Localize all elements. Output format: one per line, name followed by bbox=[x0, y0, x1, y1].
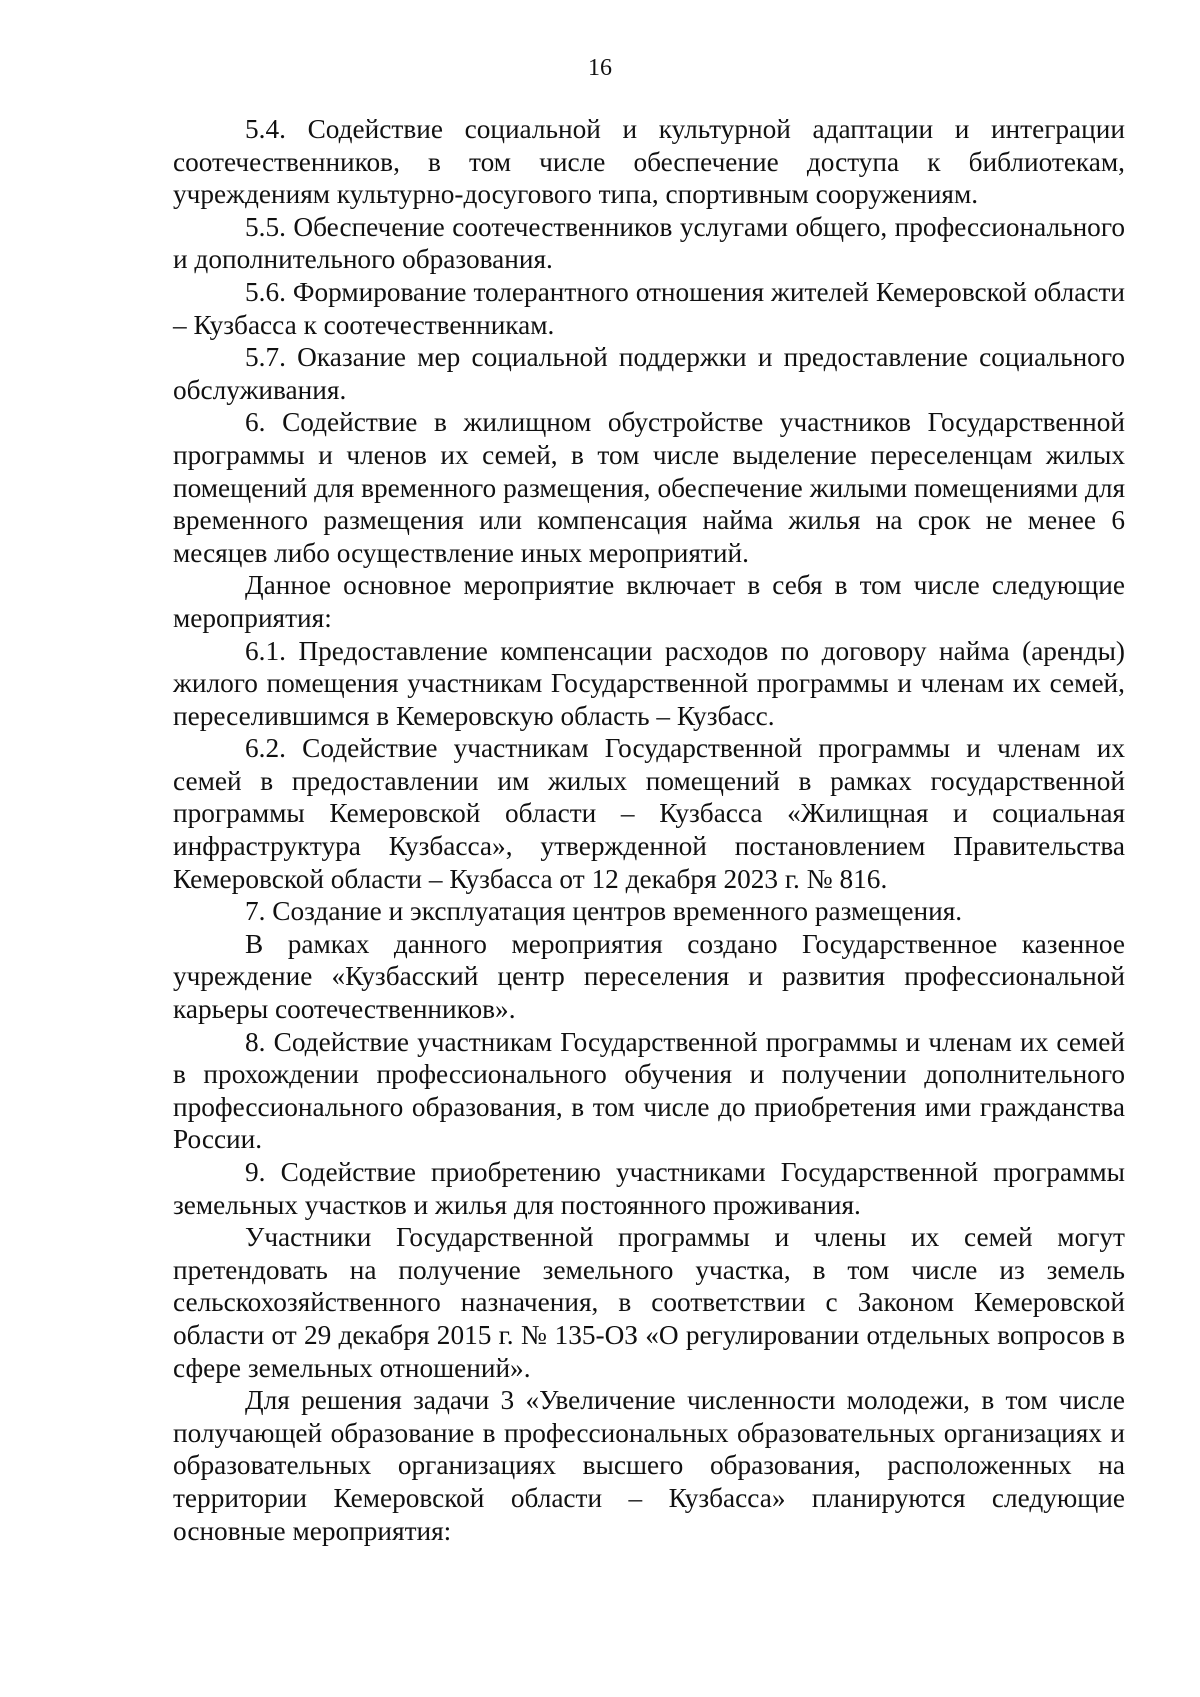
paragraph-6-1: 6.1. Предоставление компенсации расходов по договору найма (аренды) жилого помещения участникам Государственной программы и членам их семей, переселившимся в Кемеровскую область – Кузбасс. bbox=[173, 635, 1125, 731]
paragraph-6-intro: Данное основное мероприятие включает в себя в том числе следующие мероприятия: bbox=[173, 570, 1125, 633]
paragraph-8: 8. Содействие участникам Государственной программы и членам их семей в прохождении профессионального обучения и получении дополнительного профессионального образования, в том числе до приобретения ими гражданства России. bbox=[173, 1026, 1125, 1155]
document-body bbox=[173, 113, 1125, 1547]
page-number: 16 bbox=[588, 55, 612, 81]
paragraph-9: 9. Содействие приобретению участниками Государственной программы земельных участков и жилья для постоянного проживания. bbox=[173, 1157, 1125, 1220]
paragraph-task-3: Для решения задачи 3 «Увеличение численности молодежи, в том числе получающей образование в профессиональных образовательных организациях и образовательных организациях высшего образования, расположенных на территории Кемеровской области – Кузбасса» планируются следующие основные мероприятия: bbox=[173, 1385, 1125, 1546]
paragraph-6: 6. Содействие в жилищном обустройстве участников Государственной программы и членов их семей, в том числе выделение переселенцам жилых помещений для временного размещения, обеспечение жилыми помещениями для временного размещения или компенсация найма жилья на срок не менее 6 месяцев либо осуществление иных мероприятий. bbox=[173, 407, 1125, 568]
paragraph-9-detail: Участники Государственной программы и члены их семей могут претендовать на получение земельного участка, в том числе из земель сельскохозяйственного назначения, в соответствии с Законом Кемеровской области от 29 декабря 2015 г. № 135-ОЗ «О регулировании отдельных вопросов в сфере земельных отношений». bbox=[173, 1222, 1125, 1383]
paragraph-5-4: 5.4. Содействие социальной и культурной адаптации и интеграции соотечественников, в том числе обеспечение доступа к библиотекам, учреждениям культурно-досугового типа, спортивным сооружениям. bbox=[173, 114, 1125, 210]
paragraph-5-6: 5.6. Формирование толерантного отношения жителей Кемеровской области – Кузбасса к соотечественникам. bbox=[173, 276, 1125, 340]
paragraph-5-7: 5.7. Оказание мер социальной поддержки и предоставление социального обслуживания. bbox=[173, 342, 1125, 405]
paragraph-6-2: 6.2. Содействие участникам Государственной программы и членам их семей в предоставлении им жилых помещений в рамках государственной программы Кемеровской области – Кузбасса «Жилищная и социальная инфраструктура Кузбасса», утвержденной постановлением Правительства Кемеровской области – Кузбасса от 12 декабря 2023 г. № 816. bbox=[173, 733, 1125, 894]
paragraph-7-detail: В рамках данного мероприятия создано Государственное казенное учреждение «Кузбасский центр переселения и развития профессиональной карьеры соотечественников». bbox=[173, 928, 1125, 1025]
paragraph-7: 7. Создание и эксплуатация центров временного размещения. bbox=[245, 896, 963, 927]
paragraph-5-5: 5.5. Обеспечение соотечественников услугами общего, профессионального и дополнительного образования. bbox=[173, 211, 1125, 275]
